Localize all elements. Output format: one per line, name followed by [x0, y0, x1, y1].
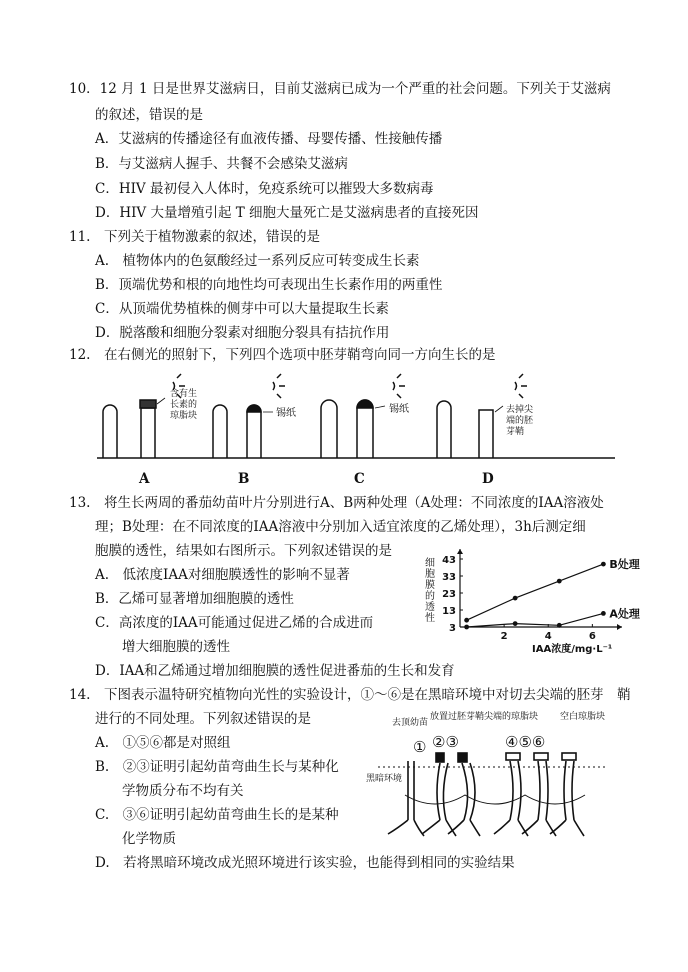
q10-option-c: C．HIV 最初侵入人体时，免疫系统可以摧毁大多数病毒 [95, 181, 434, 197]
chart-x-arrow [617, 624, 622, 630]
q14-seedling-figure [370, 725, 610, 845]
chart-point [557, 623, 562, 628]
seedling-4 [494, 761, 528, 836]
coleoptile-b2 [247, 405, 261, 458]
q12-label-decapitated: 去掉尖 端的胚 芽鞘 [506, 405, 534, 437]
agar-block-2 [436, 753, 444, 762]
chart-point [464, 618, 469, 623]
chart-series-line-0 [467, 564, 604, 620]
coleoptile-b1 [213, 405, 227, 458]
q13-stem-line3: 胞膜的透性，结果如右图所示。下列叙述错误的是 [95, 543, 392, 559]
agar-block-4 [506, 753, 520, 760]
tinfoil-cap-b [247, 405, 261, 412]
q13-option-c-line2: 增大细胞膜的透性 [122, 639, 230, 655]
q14-option-b-line2: 学物质分布不均有关 [122, 783, 244, 799]
q14-option-b-line1: B. ②③证明引起幼苗弯曲生长与某种化 [95, 759, 339, 775]
q12-stem: 12. 在右侧光的照射下，下列四个选项中胚芽鞘弯向同一方向生长的是 [69, 347, 496, 363]
agar-block-5 [534, 753, 548, 760]
agar-block-6 [562, 753, 576, 760]
q13-option-a: A. 低浓度IAA对细胞膜透性的影响不显著 [95, 567, 350, 583]
seedling-2 [422, 763, 456, 836]
chart-ytick-label: 23 [442, 589, 456, 600]
fig-label-decapitated: 去顶幼苗 [392, 718, 429, 728]
q14-option-a: A. ①⑤⑥都是对照组 [95, 735, 231, 751]
q14-option-c-line2: 化学物质 [122, 831, 176, 847]
fig-label-tip-agar: 放置过胚芽鞘尖端的琼脂块 [430, 712, 539, 722]
q10-option-a: A．艾滋病的传播途径有血液传播、母婴传播、性接触传播 [95, 131, 443, 147]
tinfoil-cap-c [357, 400, 373, 408]
fig-num-23: ②③ [432, 733, 459, 751]
seedling-1 [388, 761, 424, 836]
chart-point [513, 596, 518, 601]
chart-ytick-label: 13 [442, 606, 456, 617]
coleoptile-d1 [437, 401, 451, 458]
q11-option-a: A. 植物体内的色氨酸经过一系列反应可转变成生长素 [95, 253, 420, 269]
q10-option-b: B．与艾滋病人握手、共餐不会感染艾滋病 [95, 156, 348, 172]
chart-series-line-1 [467, 613, 604, 627]
q12-label-tinfoil-c: 锡纸 [389, 404, 409, 415]
q11-option-c: C．从顶端优势植株的侧芽中可以大量提取生长素 [95, 301, 389, 317]
chart-xtick-label: 6 [588, 631, 596, 642]
chart-point [464, 625, 469, 630]
q13-option-c-line1: C．高浓度的IAA可能通过促进乙烯的合成进而 [95, 615, 374, 631]
q12-label-agar: 含有生 长素的 琼脂块 [170, 389, 198, 421]
q14-stem-line2: 进行的不同处理。下列叙述错误的是 [95, 711, 311, 727]
q10-stem-line1: 10．12 月 1 日是世界艾滋病日，目前艾滋病已成为一个严重的社会问题。下列关于艾滋病 [69, 81, 611, 97]
fig-label-blank-agar: 空白琼脂块 [560, 712, 606, 722]
chart-ylabel: 细胞膜的透性 [425, 558, 435, 624]
q13-stem-line2: 理；B处理：在不同浓度的IAA溶液中分别加入适宜浓度的乙烯处理），3h后测定细 [95, 519, 586, 535]
coleoptile-a2 [141, 408, 155, 458]
chart-point [601, 562, 606, 567]
chart-xtick-label: 4 [544, 631, 552, 642]
q14-option-c-line1: C. ③⑥证明引起幼苗弯曲生长的是某种 [95, 807, 339, 823]
coleoptile-a1 [103, 405, 117, 458]
q11-option-b: B．顶端优势和根的向地性均可表现出生长素作用的两重性 [95, 277, 443, 293]
q12-letter-b: B [238, 471, 250, 487]
chart-series-label: A处理 [609, 607, 640, 621]
chart-ytick-label: 33 [442, 572, 456, 583]
light-icon-d [515, 374, 527, 398]
coleoptile-c1 [321, 400, 337, 458]
q13-stem-line1: 13. 将生长两周的番茄幼苗叶片分别进行A、B两种处理（A处理：不同浓度的IAA溶液处 [69, 495, 604, 511]
chart-xtick-label: 2 [500, 631, 508, 642]
q12-letter-c: C [354, 471, 365, 487]
agar-block-a [140, 400, 156, 408]
chart-xlabel: IAA浓度/mg·L⁻¹ [532, 644, 613, 655]
q10-option-d: D．HIV 大量增殖引起 T 细胞大量死亡是艾滋病患者的直接死因 [95, 205, 479, 221]
q11-stem: 11. 下列关于植物激素的叙述，错误的是 [69, 229, 320, 245]
chart-series-label: B处理 [609, 558, 640, 572]
chart-point [557, 579, 562, 584]
fig-label-dark: 黑暗环境 [366, 774, 403, 784]
q11-option-d: D．脱落酸和细胞分裂素对细胞分裂具有拮抗作用 [95, 325, 390, 341]
chart-ytick-label: 3 [449, 623, 456, 634]
seedling-5 [522, 761, 556, 836]
coleoptile-d2-decapitated [479, 410, 493, 458]
chart-point [601, 611, 606, 616]
chart-ytick-label: 43 [442, 555, 456, 566]
fig-num-456: ④⑤⑥ [505, 733, 546, 751]
q14-stem-line1: 14. 下图表示温特研究植物向光性的实验设计，①～⑥是在黑暗环境中对切去尖端的胚芽 鞘 [69, 687, 631, 703]
fig-num-1: ① [413, 738, 427, 756]
light-icon-b [273, 374, 285, 398]
q14-option-d: D. 若将黑暗环境改成光照环境进行该实验，也能得到相同的实验结果 [95, 855, 515, 871]
q12-letter-a: A [139, 471, 150, 487]
light-icon-c [393, 374, 405, 398]
q10-stem-line2: 的叙述，错误的是 [95, 107, 203, 123]
q13-option-b: B．乙烯可显著增加细胞膜的透性 [95, 591, 294, 607]
chart-point [513, 621, 518, 626]
q12-letter-d: D [482, 471, 494, 487]
seedling-3 [448, 763, 480, 836]
q12-label-tinfoil-b: 锡纸 [276, 408, 296, 419]
q13-option-d: D．IAA和乙烯通过增加细胞膜的透性促进番茄的生长和发育 [95, 663, 455, 679]
soil-line [405, 795, 585, 804]
agar-block-3 [458, 753, 467, 762]
chart-y-arrow [457, 549, 463, 554]
